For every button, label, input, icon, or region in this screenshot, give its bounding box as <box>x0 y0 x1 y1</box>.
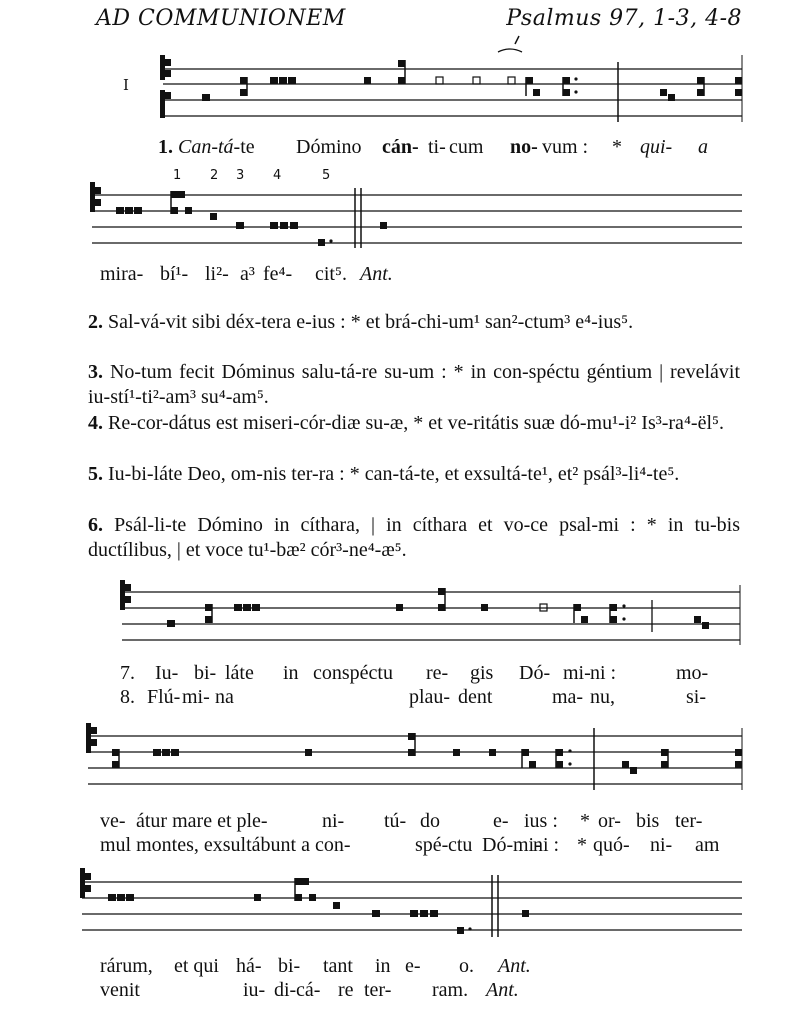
syllable: ti- <box>428 136 446 158</box>
syllable: bí¹- <box>160 263 189 285</box>
syllable: dent <box>458 686 493 708</box>
antiphon-marker: Ant. <box>486 979 519 1001</box>
syllable: et qui <box>174 955 219 977</box>
syllable: mi- <box>513 834 541 856</box>
syllable: do <box>420 810 440 832</box>
mode-number: I <box>123 76 129 94</box>
syllable: si- <box>686 686 706 708</box>
syllable: mira- <box>100 263 144 285</box>
syllable: Dómino <box>296 136 362 158</box>
syllable: láte <box>225 662 254 684</box>
syllable: ve- <box>100 810 126 832</box>
verse-number: 8. <box>120 686 135 708</box>
asterisk: * <box>577 834 587 856</box>
syllable: a <box>698 136 708 158</box>
staff-1-neumes <box>202 36 742 101</box>
verse-number: 6. <box>88 514 103 536</box>
syllable: Iu- <box>155 662 179 684</box>
syllable: tú- <box>384 810 407 832</box>
verse-number: 1. <box>158 136 173 158</box>
syllable: bi- <box>194 662 217 684</box>
do-clef-icon <box>90 182 101 212</box>
staff-5-lines <box>82 875 742 937</box>
syllable-number: 4 <box>273 168 282 183</box>
syllable: há- <box>236 955 262 977</box>
syllable: in <box>283 662 299 684</box>
syllable: cit⁵. <box>315 263 347 285</box>
syllable: ter- <box>675 810 703 832</box>
syllable: Flú- <box>147 686 181 708</box>
staff-4-neumes <box>112 733 742 774</box>
do-clef-icon <box>120 580 131 610</box>
do-clef-icon <box>160 55 171 118</box>
asterisk: * <box>612 136 622 158</box>
asterisk: * <box>580 810 590 832</box>
verse-text: Re-cor-dátus est miseri-cór-diæ su-æ, * et ve-ritátis suæ dó-mu¹-i² Is³-ra⁴-ël⁵. <box>108 412 724 434</box>
staff-1-lines <box>163 55 742 122</box>
syllable: Dó- <box>519 662 551 684</box>
syllable: mi- <box>182 686 210 708</box>
syllable: rárum, <box>100 955 153 977</box>
syllable: re- <box>426 662 449 684</box>
verse-number: 4. <box>88 412 103 434</box>
antiphon-marker: Ant. <box>498 955 531 977</box>
syllable: tant <box>323 955 353 977</box>
chant-title: AD COMMUNIONEM <box>96 6 346 31</box>
syllable: e- <box>493 810 509 832</box>
syllable: na <box>215 686 234 708</box>
staff-2-lines <box>92 188 742 248</box>
syllable: ni : <box>590 662 617 684</box>
syllable: am <box>695 834 720 856</box>
syllable: ius : <box>524 810 558 832</box>
verse-text: Psál-li-te Dómino in cíthara, | in cíthara et vo-ce psal-mi : * in tu-bis ductílibus, | et voce tu¹-bæ² cór³-ne⁴-æ⁵. <box>88 514 740 561</box>
syllable: bi- <box>278 955 301 977</box>
do-clef-icon <box>80 868 91 898</box>
verse-6 <box>88 513 740 563</box>
staff-4-lines <box>88 728 742 790</box>
verse-5 <box>88 462 740 487</box>
syllable: or- <box>598 810 621 832</box>
syllable: iu- <box>243 979 266 1001</box>
syllable: e- <box>405 955 421 977</box>
syllable: te <box>240 136 255 158</box>
syllable: spé- <box>415 834 449 856</box>
syllable: nu, <box>590 686 615 708</box>
syllable: re <box>338 979 354 1001</box>
syllable: mi- <box>563 662 591 684</box>
syllable: cán- <box>382 136 419 158</box>
syllable: átur mare et ple- <box>136 810 268 832</box>
syllable: tá- <box>218 136 241 158</box>
syllable: ni- <box>650 834 673 856</box>
syllable: qui- <box>640 136 673 158</box>
syllable: ctu <box>448 834 473 856</box>
syllable: Can- <box>178 136 218 158</box>
verse-text: No-tum fecit Dóminus salu-tá-re su-um : * in con-spéctu géntium | revelávit iu-stí¹-ti²-am³ su⁴-am⁵. <box>88 361 740 408</box>
syllable: ni : <box>533 834 560 856</box>
syllable: bis <box>636 810 660 832</box>
syllable: plau- <box>409 686 451 708</box>
verse-3 <box>88 360 740 410</box>
staff-3-neumes <box>167 588 709 629</box>
syllable: cum <box>449 136 484 158</box>
verse-number: 7. <box>120 662 135 684</box>
staff-2-neumes <box>116 191 387 246</box>
staff-3-lines <box>122 585 740 645</box>
verse-4 <box>88 411 740 436</box>
syllable: no- <box>510 136 538 158</box>
syllable: in <box>375 955 391 977</box>
syllable: Dó- <box>482 834 514 856</box>
syllable: ni- <box>322 810 345 832</box>
psalm-reference: Psalmus 97, 1-3, 4-8 <box>506 6 742 31</box>
syllable-number: 3 <box>236 168 245 183</box>
verse-number: 5. <box>88 463 103 485</box>
syllable: ter- <box>364 979 392 1001</box>
syllable: mul montes, exsultábunt a con- <box>100 834 351 856</box>
syllable: quó- <box>593 834 630 856</box>
syllable-number: 1 <box>173 168 182 183</box>
antiphon-marker: Ant. <box>360 263 393 285</box>
syllable-number: 5 <box>322 168 331 183</box>
syllable: gis <box>470 662 494 684</box>
syllable: conspéctu <box>313 662 393 684</box>
syllable: ma- <box>552 686 584 708</box>
do-clef-icon <box>86 723 97 753</box>
verse-number: 3. <box>88 361 103 383</box>
syllable: venit <box>100 979 140 1001</box>
staff-5-neumes <box>108 878 529 934</box>
verse-text: Sal-vá-vit sibi déx-tera e-ius : * et brá-chi-um¹ san²-ctum³ e⁴-ius⁵. <box>108 311 634 333</box>
verse-2 <box>88 310 740 335</box>
syllable: ram. <box>432 979 469 1001</box>
syllable: a³ <box>240 263 255 285</box>
syllable: mo- <box>676 662 709 684</box>
syllable: li²- <box>205 263 229 285</box>
verse-1-line-1 <box>158 135 255 159</box>
syllable: di- <box>274 979 297 1001</box>
verse-text: Iu-bi-láte Deo, om-nis ter-ra : * can-tá-te, et exsultá-te¹, et² psál³-li⁴-te⁵. <box>108 463 680 485</box>
syllable: vum : <box>542 136 589 158</box>
syllable: fe⁴- <box>263 263 293 285</box>
syllable: cá- <box>296 979 321 1001</box>
syllable-number: 2 <box>210 168 219 183</box>
syllable: o. <box>459 955 474 977</box>
verse-number: 2. <box>88 311 103 333</box>
